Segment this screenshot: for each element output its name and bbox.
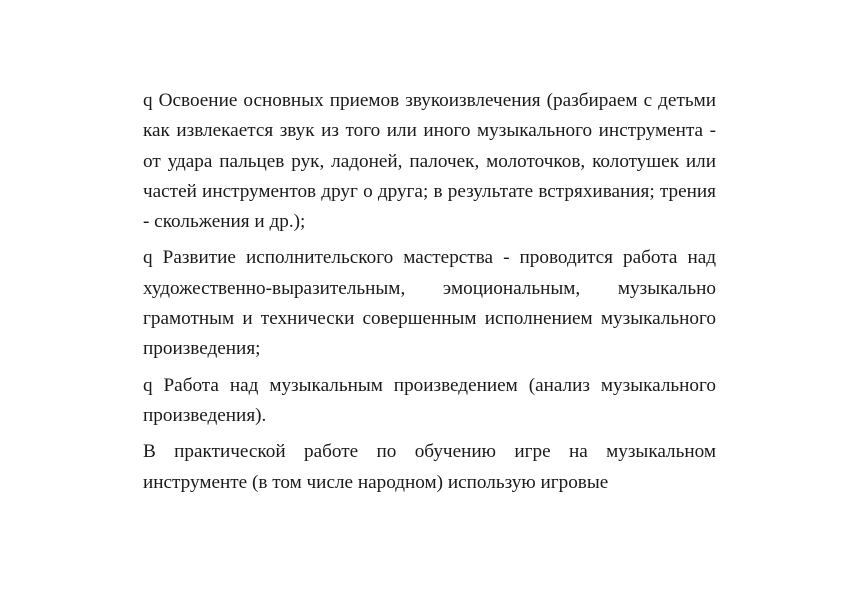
- paragraph-performance-skill: q Развитие исполнительского мастерства - проводится работа над художественно-выразительным, эмоциональным, музыкально грамотным и технически совершенным исполнением музыкального произведения;: [143, 247, 716, 360]
- paragraph-work-on-piece: q Работа над музыкальным произведением (анализ музыкального произведения).: [143, 374, 716, 426]
- paragraph-sound-production: q Освоение основных приемов звукоизвлечения (разбираем с детьми как извлекается звук из того или иного музыкального инструмента - от удара пальцев рук, ладоней, палочек, молоточков, колотушек или частей инструментов друг о друга; в результате встряхивания; трения - скольжения и др.);: [143, 90, 716, 233]
- paragraph-practical-work: В практической работе по обучению игре на музыкальном инструменте (в том числе народном) использую игровые: [143, 441, 716, 493]
- document-body: [143, 86, 716, 498]
